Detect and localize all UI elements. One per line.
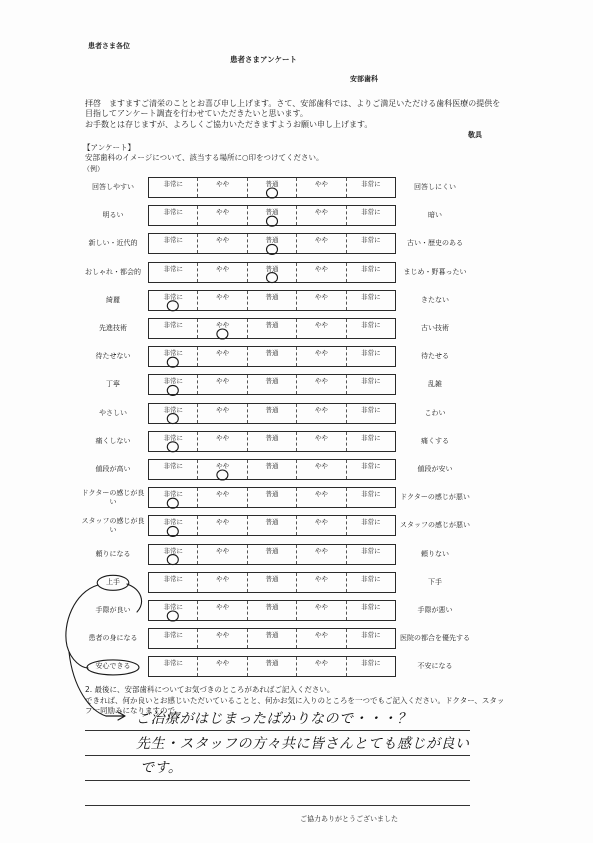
- rating-scale: [148, 346, 396, 367]
- row-left-label: 綺麗: [106, 295, 120, 304]
- row-right-label: まじめ・野暮ったい: [403, 267, 467, 276]
- scale-option: 非常に: [149, 234, 198, 253]
- row-right-label: 頼りない: [421, 549, 449, 558]
- scale-option: 普通: [248, 657, 297, 676]
- scale-option: やや: [297, 404, 346, 423]
- scale-option: 普通: [248, 516, 297, 535]
- scale-option: 普通: [248, 629, 297, 648]
- answer-rule: [85, 755, 470, 756]
- scale-option: やや: [198, 375, 247, 394]
- scale-option: やや: [297, 291, 346, 310]
- rating-scale: [148, 572, 396, 593]
- row-left-label: おしゃれ・都会的: [85, 267, 141, 276]
- scale-option: 普通: [248, 375, 297, 394]
- scale-option: やや: [198, 206, 247, 225]
- scale-option: やや: [198, 319, 247, 338]
- scale-option: 普通: [248, 432, 297, 451]
- row-left-label: 丁寧: [106, 380, 120, 389]
- row-right-label: 乱雑: [428, 380, 442, 389]
- scale-option: やや: [198, 657, 247, 676]
- scale-option: 非常に: [149, 488, 198, 507]
- scale-option: やや: [198, 629, 247, 648]
- scale-option: やや: [198, 460, 247, 479]
- scale-option: やや: [297, 545, 346, 564]
- answer-rule: [85, 780, 470, 781]
- row-left-label: 痛くしない: [95, 436, 131, 445]
- scale-option: やや: [198, 291, 247, 310]
- scale-option: 非常に: [149, 319, 198, 338]
- scale-option: やや: [297, 178, 346, 197]
- scale-option: 普通: [248, 573, 297, 592]
- row-left-label: 安心できる: [95, 662, 131, 671]
- row-left-label: スタッフの感じが良い: [81, 516, 145, 534]
- scale-option: 非常に: [149, 375, 198, 394]
- scale-option: やや: [297, 488, 346, 507]
- scale-option: 非常に: [361, 462, 381, 470]
- scale-option: やや: [198, 545, 247, 564]
- scale-option: やや: [297, 347, 346, 366]
- row-right-label: 値段が安い: [417, 465, 453, 473]
- row-left-label: 新しい・近代的: [88, 239, 138, 248]
- handwritten-answer-line-1: ご治療がはじまったばかりなので・・・？: [136, 711, 412, 727]
- scale-option: やや: [198, 347, 247, 366]
- row-right-label: 古い技術: [421, 324, 449, 332]
- survey-instruction: 安部歯科のイメージについて、該当する場所に○印をつけてください。: [85, 153, 324, 162]
- rating-scale: [148, 544, 396, 565]
- rating-scale: [148, 177, 396, 198]
- scale-option: やや: [297, 629, 346, 648]
- scale-option: 非常に: [361, 236, 381, 245]
- rating-scale: [148, 515, 396, 536]
- scale-option: 非常に: [361, 292, 381, 301]
- rating-scale: [148, 318, 396, 339]
- clinic-name: 安部歯科: [350, 75, 378, 83]
- scale-option: 非常に: [361, 631, 381, 640]
- intro-line-1: 拝啓 ますますご清栄のこととお喜び申し上げます。さて、安部歯科では、よりご満足いただける歯科医療の提供を: [85, 99, 501, 108]
- question-2-title: 2. 最後に、安部歯科についてお気づきのところがあればご記入ください。: [85, 685, 335, 694]
- scale-option: 非常に: [149, 601, 198, 620]
- row-left-label: 先進技術: [99, 324, 127, 332]
- scale-option: やや: [198, 516, 247, 535]
- row-right-label: 回答しにくい: [414, 183, 456, 191]
- survey-heading: 【アンケート】: [83, 143, 136, 152]
- scale-option: 非常に: [149, 291, 198, 310]
- scale-option: 非常に: [149, 516, 198, 535]
- row-left-label: 明るい: [102, 211, 124, 220]
- answer-rule: [85, 805, 470, 806]
- scale-option: 普通: [248, 545, 297, 564]
- row-right-label: スタッフの感じが悪い: [400, 521, 470, 530]
- row-right-label: 古い・歴史のある: [407, 239, 463, 248]
- row-right-label: 不安になる: [417, 662, 453, 671]
- scale-option: 非常に: [361, 321, 381, 329]
- scale-option: 非常に: [361, 377, 381, 386]
- scale-option: 非常に: [361, 433, 381, 442]
- scale-option: やや: [297, 432, 346, 451]
- question-2-note-line-1: できれば、何か良いとお感じいただいていることと、何かお気に入りのところを一つでもご記入ください。ドクター、スタッ: [85, 696, 505, 705]
- document-title: 患者さまアンケート: [230, 55, 298, 64]
- row-right-label: ドクターの感じが悪い: [400, 493, 470, 502]
- scale-option: 普通: [248, 488, 297, 507]
- scale-option: やや: [297, 263, 346, 282]
- scale-option: やや: [198, 573, 247, 592]
- row-right-label: きたない: [421, 295, 449, 304]
- scale-option: やや: [297, 206, 346, 225]
- row-left-label: 手際が良い: [95, 606, 131, 614]
- row-left-label: やさしい: [99, 408, 127, 417]
- scale-option: 非常に: [149, 545, 198, 564]
- scale-option: 非常に: [149, 347, 198, 366]
- scale-option: やや: [297, 319, 346, 338]
- rating-scale: [148, 233, 396, 254]
- row-left-label: 値段が高い: [95, 465, 131, 473]
- row-right-label: 手際が悪い: [417, 606, 453, 614]
- scale-option: 非常に: [149, 263, 198, 282]
- scale-option: やや: [297, 375, 346, 394]
- row-right-label: 医院の都合を優先する: [400, 634, 470, 643]
- scale-option: やや: [297, 516, 346, 535]
- rating-scale: [148, 374, 396, 395]
- scale-option: 非常に: [149, 404, 198, 423]
- scale-option: やや: [198, 488, 247, 507]
- scale-option: 普通: [248, 263, 297, 282]
- answer-rule: [85, 730, 470, 731]
- rating-scale: [148, 290, 396, 311]
- scale-option: 普通: [248, 178, 297, 197]
- row-right-label: 下手: [428, 577, 442, 586]
- row-left-label: 頼りになる: [95, 549, 131, 558]
- scale-option: 非常に: [361, 659, 381, 668]
- scale-option: やや: [198, 178, 247, 197]
- example-label: （例）: [83, 165, 104, 173]
- rating-scale: [148, 262, 396, 283]
- scale-option: 非常に: [361, 518, 381, 527]
- question-2-note-line-2: フ一同励みになりますので。: [85, 706, 183, 715]
- scale-option: 非常に: [361, 490, 381, 499]
- scale-option: やや: [297, 657, 346, 676]
- scale-option: 非常に: [361, 264, 381, 273]
- scale-option: やや: [297, 601, 346, 620]
- scale-option: 普通: [248, 404, 297, 423]
- row-right-label: 待たせる: [421, 352, 449, 361]
- rating-scale: [148, 403, 396, 424]
- row-right-label: 痛くする: [421, 436, 449, 445]
- scale-option: 普通: [248, 291, 297, 310]
- scale-option: 非常に: [361, 546, 381, 555]
- rating-scale: [148, 459, 396, 480]
- row-left-label: 上手: [106, 577, 120, 586]
- scale-option: 非常に: [149, 432, 198, 451]
- scale-option: 非常に: [361, 208, 381, 217]
- thank-you-footer: ご協力ありがとうございました: [300, 815, 398, 823]
- rating-scale: [148, 628, 396, 649]
- handwritten-answer-line-3: です。: [140, 760, 183, 776]
- scale-option: 非常に: [361, 180, 381, 188]
- scale-option: 普通: [248, 601, 297, 620]
- scale-option: やや: [198, 263, 247, 282]
- scale-option: 非常に: [361, 603, 381, 611]
- closing-word: 敬具: [468, 131, 482, 139]
- scale-option: 普通: [248, 347, 297, 366]
- scale-option: やや: [297, 573, 346, 592]
- row-left-label: ドクターの感じが良い: [81, 488, 145, 506]
- scale-option: 非常に: [149, 573, 198, 592]
- intro-line-3: お手数とは存じますが、よろしくご協力いただきますようお願い申し上げます。: [85, 120, 373, 129]
- scale-option: やや: [198, 404, 247, 423]
- row-left-label: 回答しやすい: [92, 183, 134, 191]
- rating-scale: [148, 205, 396, 226]
- scale-option: 非常に: [361, 574, 381, 583]
- row-right-label: 暗い: [428, 211, 442, 220]
- intro-line-2: 目指してアンケート調査を行わせていただきたいと思います。: [85, 109, 308, 118]
- scale-option: やや: [198, 234, 247, 253]
- scale-option: 非常に: [149, 629, 198, 648]
- recipient-line: 患者さま各位: [88, 42, 130, 50]
- scale-option: 非常に: [149, 178, 198, 197]
- rating-scale: [148, 600, 396, 621]
- scale-option: 普通: [248, 234, 297, 253]
- rating-scale: [148, 656, 396, 677]
- handwritten-answer-line-2: 先生・スタッフの方々共に皆さんとても感じが良い: [136, 736, 470, 752]
- row-left-label: 待たせない: [95, 352, 131, 361]
- scale-option: 非常に: [149, 657, 198, 676]
- scale-option: やや: [198, 601, 247, 620]
- rating-scale: [148, 431, 396, 452]
- scale-option: やや: [297, 234, 346, 253]
- scale-option: 非常に: [149, 206, 198, 225]
- scale-option: 非常に: [361, 349, 381, 358]
- row-right-label: こわい: [424, 408, 446, 417]
- scale-option: 普通: [248, 206, 297, 225]
- scale-option: 普通: [248, 319, 297, 338]
- scale-option: 普通: [248, 460, 297, 479]
- scale-option: 非常に: [361, 405, 381, 414]
- scale-option: やや: [198, 432, 247, 451]
- rating-scale: [148, 487, 396, 508]
- row-left-label: 患者の身になる: [88, 634, 138, 643]
- scale-option: やや: [297, 460, 346, 479]
- scale-option: 非常に: [149, 460, 198, 479]
